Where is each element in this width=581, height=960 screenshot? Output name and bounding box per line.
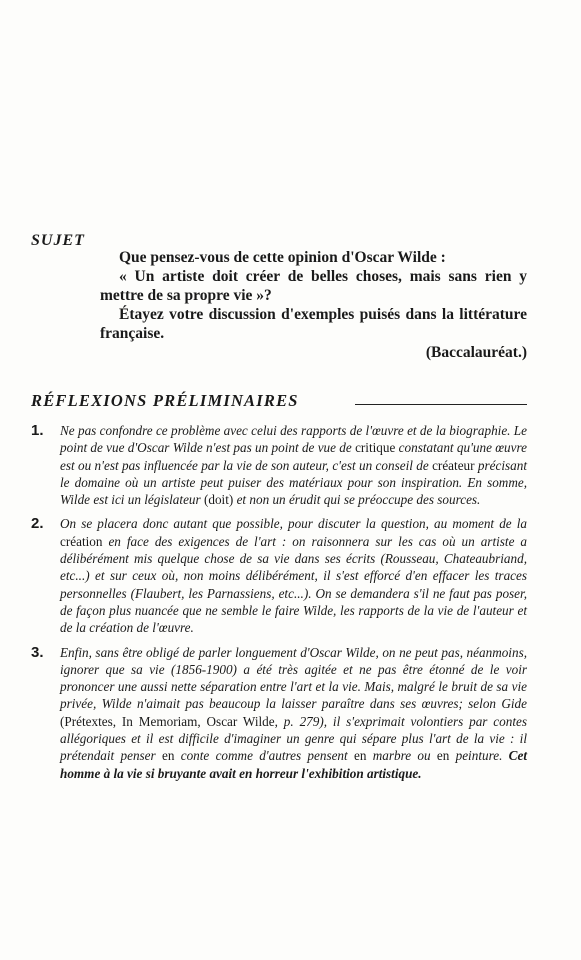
sujet-source: (Baccalauréat.) [425,344,527,361]
reflexions-list [31,422,527,789]
item-text-part: constatant qu'une œuvre est ou n'est pas influencée par la vie de son auteur, c'est un conseil de [60,440,527,473]
item-text-part: On se placera donc autant que possible, pour discuter la question, au moment de la [60,516,527,532]
list-item [31,644,527,782]
item-text-part: conte comme d'autres pensent [174,748,354,764]
item-text-bold: Cet homme à la vie si bruyante avait en horreur l'exhibition artistique. [60,748,527,781]
item-text-part: peinture. [449,748,503,764]
sujet-instruction: Étayez votre discussion d'exemples puisés dans la littérature française. [100,306,527,342]
item-text-part: en face des exigences de l'art : on raisonnera sur les cas où un artiste a délibérément mis quelque chose de sa vie dans ses écrits (Rousseau, Chateaubriand, etc...) et sur ceux où, non moins délibérément, il s'est efforcé d'en effacer les traces personnelles (Flaubert, les Parnassiens, etc...). On se demandera s'il ne faut pas poser, de façon plus nuancée que ne semble le faire Wilde, les rapports de la vie de l'auteur et de la création de l'œuvre. [60,533,527,636]
item-text [60,644,527,782]
sujet-body [100,248,527,362]
title-rule [355,404,527,405]
item-text-roman: créateur [432,457,475,473]
list-item [31,515,527,636]
item-number: 3. [31,643,44,661]
sujet-heading: SUJET [31,232,85,249]
item-text-roman: (doit) [203,492,234,508]
item-text-part: Enfin, sans être obligé de parler longuement d'Oscar Wilde, on ne peut pas, néanmoins, ignorer que sa vie (1856-1900) a été très agitée et ne pas être étonné de le voir prononcer une aussi nette séparation entre l'art et la vie. Mais, malgré le bruit de sa vie privée, Wilde n'aimait pas beaucoup la laisser paraître dans ses œuvres; selon Gide [60,644,527,712]
item-text-roman: en [436,748,450,764]
item-text-roman: en [353,748,367,764]
item-text-part: et non un érudit qui se préoccupe des sources. [233,492,481,508]
sujet-quote: « Un artiste doit créer de belles choses, mais sans rien y mettre de sa propre vie »? [100,268,527,304]
item-text-roman: critique [355,440,396,456]
item-text [60,515,527,636]
item-text-part: marbre ou [366,748,437,764]
item-text-part: Ne pas confondre ce problème avec celui des rapports de l'œuvre et de la biographie. Le point de vue d'Oscar Wilde n'est pas un point de vue de [60,423,527,456]
item-number: 2. [31,515,44,533]
item-text [60,422,527,508]
item-text-roman: création [60,533,103,549]
item-number: 1. [31,422,44,439]
section-title: RÉFLEXIONS PRÉLIMINAIRES [31,391,299,410]
item-text-part: p. 279), il s'exprimait volontiers par contes allégoriques et il est difficile d'imaginer un genre qui sépare plus l'art de la vie : il prétendait penser [60,713,527,764]
item-text-part: précisant le domaine où un artiste peut puiser des matériaux pour son inspiration. En somme, Wilde est ici un législateur [60,457,527,508]
item-text-roman: (Prétextes, In Memoriam, Oscar Wilde, [60,713,278,729]
list-item [31,422,527,508]
sujet-question: Que pensez-vous de cette opinion d'Oscar Wilde : [119,249,446,266]
item-text-roman: en [161,748,175,764]
